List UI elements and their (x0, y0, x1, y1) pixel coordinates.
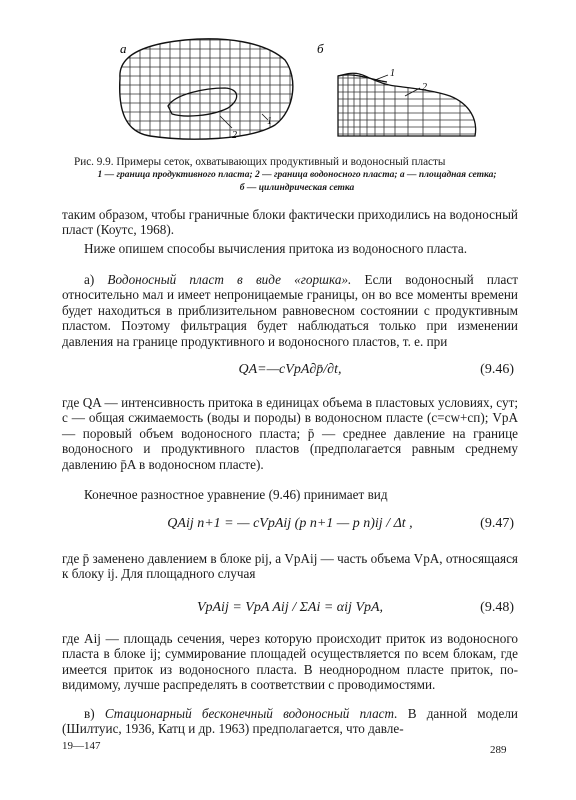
cylindrical-grid-diagram (317, 41, 485, 140)
areal-grid-diagram (110, 30, 305, 150)
caption-line-2: 1 — граница продуктивного пласта; 2 — граница водоносного пласта; а — площадная сетка; (97, 170, 497, 180)
figure-grids (0, 0, 576, 152)
printer-signature: 19—147 (62, 740, 101, 752)
paragraph-8: в) Стационарный бесконечный водоносный пласт. В данной модели (Шилтуис, 1936, Катц и др. 1963) предполагается, что давле- (62, 706, 518, 737)
paragraph-1: таким образом, чтобы граничные блоки фактически приходились на водоносный пласт (Коутс, 1968). (62, 207, 518, 238)
caption-line-1: Рис. 9.9. Примеры сеток, охватывающих продуктивный и водоносный пласты (74, 156, 446, 168)
paragraph-2: Ниже опишем способы вычисления притока из водоносного пласта. (84, 241, 468, 256)
paragraph-4: где QA — интенсивность притока в единицах объема в пластовых условиях, сут; c — общая сжимаемость (воды и породы) в водоносном пласте (c=cw+cп); VpA — поровый объем водоносного пласта; p̄ — среднее давление на границе водоносного и продуктивного пластов (предполагается равным среднему давлению p̄A в водоносном пласте). (62, 395, 518, 472)
equation-9-47: QAij n+1 = — cVpAij (p n+1 — p n)ij / Δt , (9.47) (167, 516, 514, 531)
callout-a1: 1 (267, 116, 272, 127)
equation-9-46: QA=—cVpA∂p̄/∂t, (9.46) (238, 362, 514, 377)
paragraph-5: Конечное разностное уравнение (9.46) принимает вид (84, 487, 388, 502)
callout-b2: 2 (422, 82, 427, 93)
aquifer-boundary-b (338, 73, 476, 136)
callout-a2: 2 (232, 130, 237, 141)
paragraph-7: где Aij — площадь сечения, через которую происходит приток из водоносного пласта в блоке ij; суммирование площадей осуществляется по всем блокам, где имеется приток из водоносного пласта. В неоднородном пласте приток, по-видимому, лучше распределять в соответствии с проводимостями. (62, 631, 518, 693)
caption-line-3: б — цилиндрическая сетка (239, 183, 355, 193)
figure-caption (74, 156, 520, 195)
paragraph-6: где p̄ заменено давлением в блоке pij, а VpAij — часть объема VpA, относящаяся к блоку ij. Для площадного случая (62, 551, 518, 582)
panel-b-label: б (317, 41, 324, 56)
page-number: 289 (490, 744, 507, 756)
paragraph-3: а) Водоносный пласт в виде «горшка». Если водоносный пласт относительно мал и имеет непроницаемые границы, он во все моменты времени будет находиться в приблизительном равновесном состоянии с продуктивным пластом. Поэтому фильтрация будет наблюдаться только при изменении давления на границе продуктивного и водоносного пластов, т. е. при (62, 272, 518, 349)
callout-b1: 1 (390, 68, 395, 79)
panel-a-label: а (120, 41, 127, 56)
equation-9-48: VpAij = VpA Aij / ΣAi = αij VpA, (9.48) (196, 600, 514, 615)
